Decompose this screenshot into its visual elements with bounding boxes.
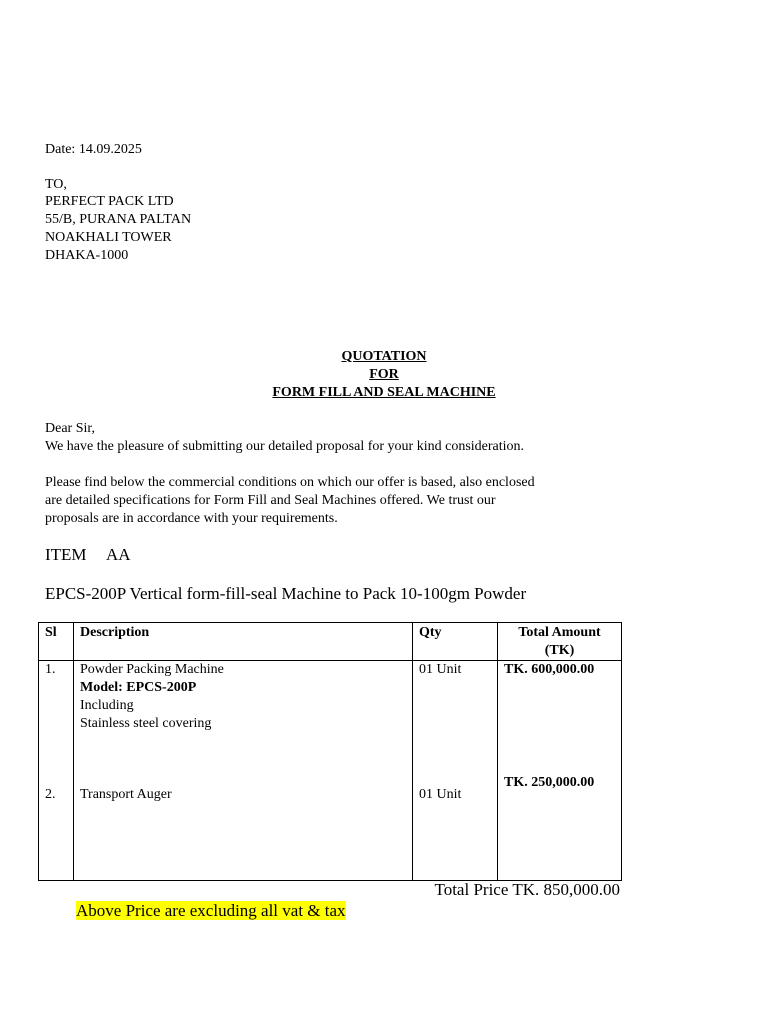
recipient-address-2: NOAKHALI TOWER: [45, 230, 172, 245]
row-2-qty: 01 Unit: [419, 787, 462, 802]
vat-note: [76, 901, 346, 921]
item-code: AA: [106, 545, 131, 564]
row-1-sl: 1.: [45, 662, 56, 677]
item-title: EPCS-200P Vertical form-fill-seal Machine to Pack 10-100gm Powder: [45, 584, 527, 603]
heading-quotation: QUOTATION: [341, 349, 427, 364]
table-body-row: [39, 661, 622, 881]
paragraph-line-3: proposals are in accordance with your requirements.: [45, 511, 338, 526]
intro-text: We have the pleasure of submitting our detailed proposal for your kind consideration.: [45, 439, 525, 454]
header-amount-line-1: Total Amount: [518, 625, 601, 640]
recipient-to: TO,: [45, 177, 67, 192]
row-1-model: Model: EPCS-200P: [80, 680, 197, 695]
row-2-description: Transport Auger: [80, 787, 172, 802]
item-label: ITEM: [45, 545, 87, 564]
qty-cell: [413, 661, 498, 881]
quotation-table: [38, 622, 622, 881]
table-header-row: [39, 623, 622, 661]
recipient-address-3: DHAKA-1000: [45, 248, 129, 263]
header-amount-line-2: (TK): [544, 643, 575, 658]
header-qty: Qty: [413, 623, 498, 661]
heading-for: FOR: [369, 367, 399, 382]
salutation: Dear Sir,: [45, 421, 95, 436]
vat-note-highlight: Above Price are excluding all vat & tax: [76, 901, 346, 920]
paragraph-line-2: are detailed specifications for Form Fill and Seal Machines offered. We trust our: [45, 493, 496, 508]
sl-cell: [39, 661, 74, 881]
row-1-desc-line-3: Including: [80, 698, 134, 713]
row-2-amount: TK. 250,000.00: [504, 775, 595, 790]
recipient-company: PERFECT PACK LTD: [45, 194, 174, 209]
paragraph-line-1: Please find below the commercial conditions on which our offer is based, also enclosed: [45, 475, 535, 490]
heading-subject: FORM FILL AND SEAL MACHINE: [272, 385, 496, 400]
recipient-address-1: 55/B, PURANA PALTAN: [45, 212, 192, 227]
date-line: Date: 14.09.2025: [45, 142, 142, 157]
row-1-qty: 01 Unit: [419, 662, 462, 677]
header-description: Description: [74, 623, 413, 661]
row-1-desc-line-4: Stainless steel covering: [80, 716, 212, 731]
total-price: Total Price TK. 850,000.00: [434, 880, 620, 899]
description-cell: [74, 661, 413, 881]
header-total-amount: [498, 623, 622, 661]
header-sl: Sl: [39, 623, 74, 661]
row-1-amount: TK. 600,000.00: [504, 662, 595, 677]
row-1-desc-line-1: Powder Packing Machine: [80, 662, 224, 677]
row-2-sl: 2.: [45, 787, 56, 802]
amount-cell: [498, 661, 622, 881]
row-1-description: [80, 661, 224, 733]
